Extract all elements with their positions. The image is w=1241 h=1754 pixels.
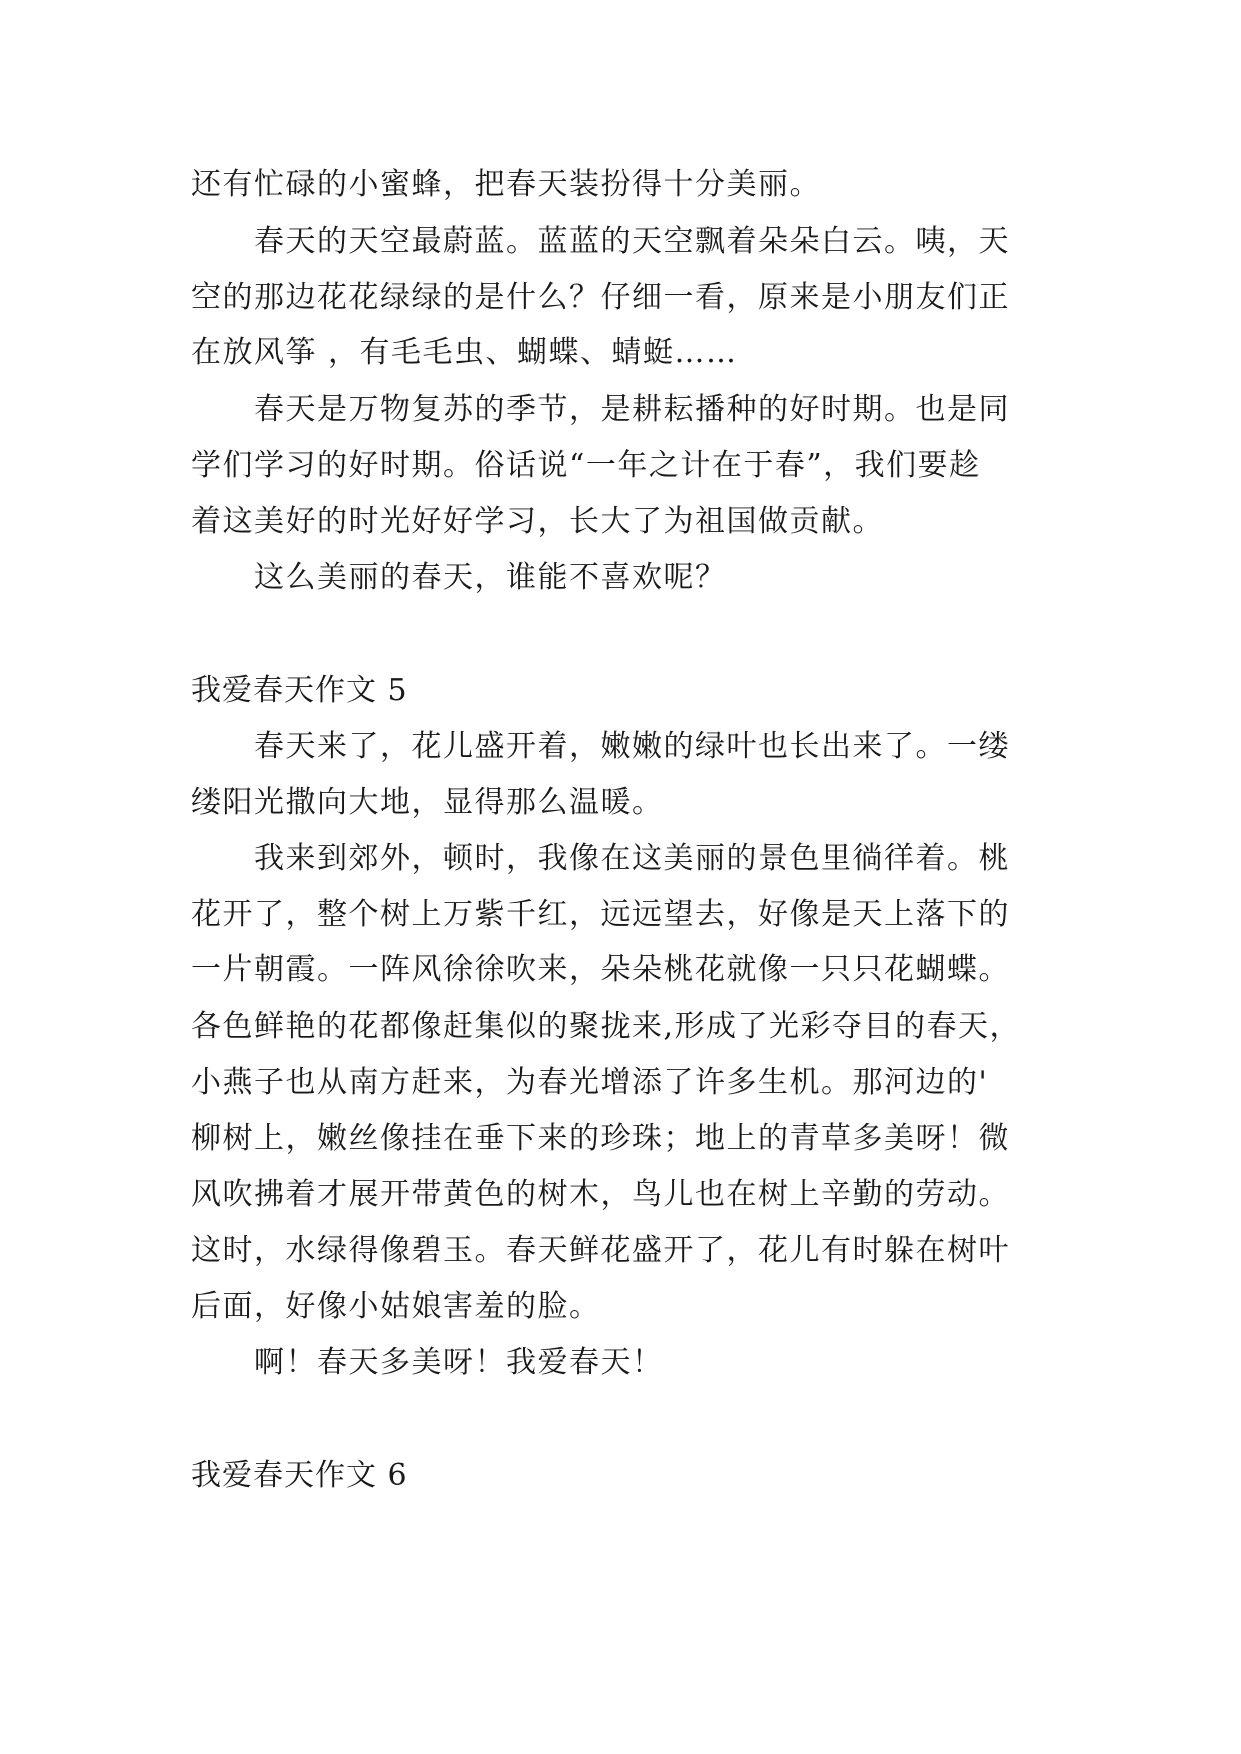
- text-line: 还有忙碌的小蜜蜂，把春天装扮得十分美丽。: [191, 167, 821, 202]
- paragraph-first-line: 春天来了，花儿盛开着，嫩嫩的绿叶也长出来了。一缕: [254, 729, 1010, 764]
- text-line: 后面，好像小姑娘害羞的脸。: [191, 1289, 601, 1324]
- paragraph-first-line: 春天的天空最蔚蓝。蓝蓝的天空飘着朵朵白云。咦，天: [254, 224, 1010, 259]
- section-heading: 我爱春天作文 6: [191, 1458, 408, 1493]
- text-line: 小燕子也从南方赶来，为春光增添了许多生机。那河边的': [191, 1065, 989, 1100]
- text-line: 风吹拂着才展开带黄色的树木，鸟儿也在树上辛勤的劳动。: [191, 1177, 1010, 1212]
- paragraph-first-line: 我来到郊外，顿时，我像在这美丽的景色里徜徉着。桃: [254, 841, 1010, 876]
- section-heading: 我爱春天作文 5: [191, 673, 408, 708]
- text-line: 这时，水绿得像碧玉。春天鲜花盛开了，花儿有时躲在树叶: [191, 1233, 1010, 1268]
- text-line: 着这美好的时光好好学习，长大了为祖国做贡献。: [191, 504, 884, 539]
- text-line: 柳树上，嫩丝像挂在垂下来的珍珠；地上的青草多美呀！微: [191, 1121, 1010, 1156]
- text-line: 各色鲜艳的花都像赶集似的聚拢来,形成了光彩夺目的春天，: [191, 1009, 1022, 1044]
- paragraph-first-line: 啊！春天多美呀！我爱春天！: [254, 1345, 664, 1380]
- paragraph-first-line: 这么美丽的春天，谁能不喜欢呢？: [254, 560, 727, 595]
- paragraph-first-line: 春天是万物复苏的季节，是耕耘播种的好时期。也是同: [254, 392, 1010, 427]
- text-line: 一片朝霞。一阵风徐徐吹来，朵朵桃花就像一只只花蝴蝶。: [191, 952, 1010, 987]
- text-line: 花开了，整个树上万紫千红，远远望去，好像是天上落下的: [191, 897, 1010, 932]
- text-line: 在放风筝 ，有毛毛虫、蝴蝶、蜻蜓……: [191, 335, 738, 370]
- text-line: 空的那边花花绿绿的是什么？仔细一看，原来是小朋友们正: [191, 280, 1010, 315]
- text-line: 缕阳光撒向大地，显得那么温暖。: [191, 785, 664, 820]
- text-line: 学们学习的好时期。俗话说“一年之计在于春”，我们要趁: [191, 448, 981, 483]
